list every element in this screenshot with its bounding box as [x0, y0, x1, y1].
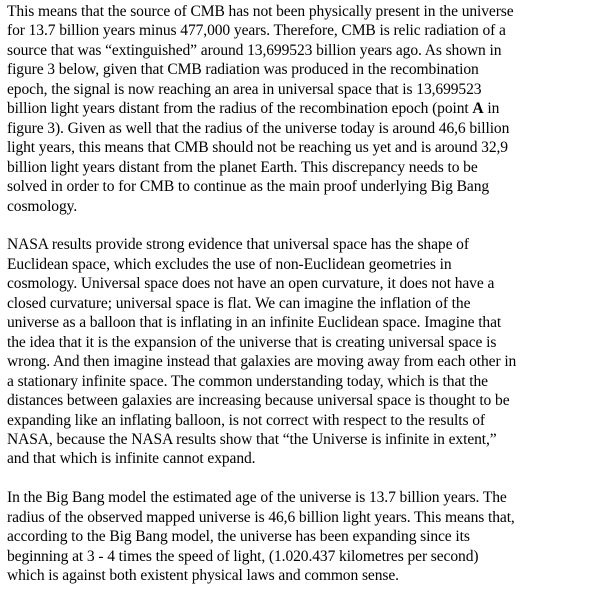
text-line: radius of the observed mapped universe is 46,6 billion light years. This means that, [7, 508, 515, 526]
text-line: figure 3). Given as well that the radius of the universe today is around 46,6 billion [7, 119, 510, 137]
text-line: closed curvature; universal space is flat. We can imagine the inflation of the [7, 294, 471, 312]
text-line: Euclidean space, which excludes the use of non-Euclidean geometries in [7, 255, 452, 273]
text-line: epoch, the signal is now reaching an area in universal space that is 13,699523 [7, 80, 482, 98]
paragraph-cmb-source [7, 2, 596, 216]
text-line: billion light years distant from the radius of the recombination epoch (point A in [7, 100, 500, 118]
text-line: for 13.7 billion years minus 477,000 years. Therefore, CMB is relic radiation of a [7, 22, 506, 40]
text-line: wrong. And then imagine instead that galaxies are moving away from each other in [7, 353, 517, 371]
text-line: distances between galaxies are increasing because universal space is thought to be [7, 392, 510, 410]
text-line: NASA results provide strong evidence that universal space has the shape of [7, 236, 469, 254]
text-line: according to the Big Bang model, the universe has been expanding since its [7, 528, 470, 546]
text-line: figure 3 below, given that CMB radiation was produced in the recombination [7, 61, 479, 79]
text-line: light years, this means that CMB should not be reaching us yet and is around 32,9 [7, 139, 508, 157]
paragraph-big-bang-model [7, 488, 596, 585]
text-line: beginning at 3 - 4 times the speed of light, (1.020.437 kilometres per second) [7, 547, 479, 565]
text-line: NASA, because the NASA results show that “the Universe is infinite in extent,” [7, 430, 497, 448]
text-line: cosmology. Universal space does not have an open curvature, it does not have a [7, 275, 495, 293]
point-label: A [472, 100, 484, 118]
text-line: and that which is infinite cannot expand. [7, 450, 256, 468]
text-line: cosmology. [7, 197, 78, 215]
text-line: the idea that it is the expansion of the universe that is creating universal space is [7, 333, 497, 351]
text-line: a stationary infinite space. The common understanding today, which is that the [7, 372, 488, 390]
text-line: billion light years distant from the planet Earth. This discrepancy needs to be [7, 158, 478, 176]
text-line: solved in order to for CMB to continue as the main proof underlying Big Bang [7, 178, 490, 196]
text-line: source that was “extinguished” around 13,699523 billion years ago. As shown in [7, 41, 502, 59]
text-line: expanding like an inflating balloon, is not correct with respect to the results of [7, 411, 485, 429]
text-line: which is against both existent physical laws and common sense. [7, 567, 399, 585]
text-line: This means that the source of CMB has not been physically present in the universe [7, 3, 514, 20]
paragraph-nasa-results [7, 235, 596, 468]
text-line: universe as a balloon that is inflating in an infinite Euclidean space. Imagine that [7, 314, 502, 332]
text-line: In the Big Bang model the estimated age of the universe is 13.7 billion years. The [7, 489, 507, 507]
